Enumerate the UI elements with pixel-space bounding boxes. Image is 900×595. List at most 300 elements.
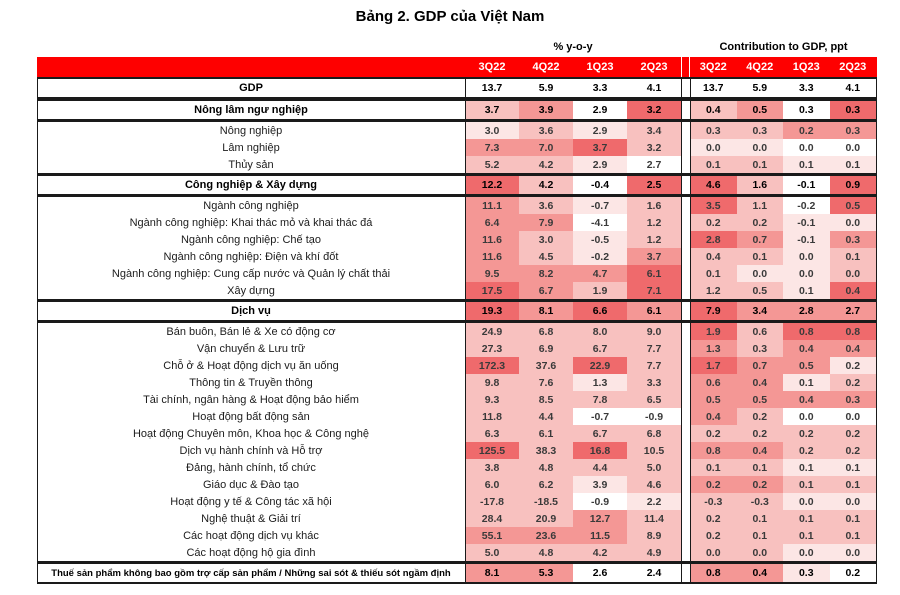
table-row bbox=[37, 156, 877, 173]
contrib-cell: 0.1 bbox=[690, 459, 737, 476]
contrib-cell: -0.3 bbox=[737, 493, 784, 510]
yoy-cell: 12.2 bbox=[465, 176, 519, 194]
yoy-cell: 4.6 bbox=[627, 476, 681, 493]
yoy-cell: 5.3 bbox=[519, 564, 573, 582]
yoy-cell: 6.1 bbox=[627, 302, 681, 320]
yoy-cell: 11.8 bbox=[465, 408, 519, 425]
contrib-cell: 2.7 bbox=[830, 302, 877, 320]
yoy-cell: 2.9 bbox=[573, 156, 627, 173]
contrib-cell: 0.0 bbox=[830, 139, 877, 156]
yoy-cell: 4.4 bbox=[573, 459, 627, 476]
yoy-cell: 125.5 bbox=[465, 442, 519, 459]
gap-cell bbox=[681, 214, 690, 231]
contrib-cell: 0.9 bbox=[830, 176, 877, 194]
contrib-cell: 0.0 bbox=[737, 139, 784, 156]
col-header-contrib-3q22: 3Q22 bbox=[699, 61, 727, 73]
table-vertical-border bbox=[876, 77, 877, 584]
contrib-cell: 0.2 bbox=[830, 357, 877, 374]
yoy-cell: 3.6 bbox=[519, 122, 573, 139]
contrib-cell: 3.5 bbox=[690, 197, 737, 214]
table-row bbox=[37, 527, 877, 544]
table-row bbox=[37, 340, 877, 357]
row-label: Nghệ thuật & Giải trí bbox=[201, 512, 301, 525]
contrib-cell: 0.4 bbox=[783, 391, 830, 408]
row-label: Chỗ ở & Hoạt động dịch vụ ăn uống bbox=[163, 359, 339, 372]
contrib-cell: 13.7 bbox=[690, 79, 737, 97]
yoy-cell: 5.2 bbox=[465, 156, 519, 173]
row-label: GDP bbox=[239, 82, 263, 94]
row-label: Ngành công nghiệp: Cung cấp nước và Quản lý chất thải bbox=[111, 267, 391, 280]
row-label: Nông lâm ngư nghiệp bbox=[194, 104, 308, 116]
contrib-cell: 0.4 bbox=[783, 340, 830, 357]
contrib-cell: 0.1 bbox=[830, 459, 877, 476]
yoy-cell: -17.8 bbox=[465, 493, 519, 510]
contrib-cell: 0.3 bbox=[783, 564, 830, 582]
gap-cell bbox=[681, 493, 690, 510]
yoy-cell: 3.3 bbox=[573, 79, 627, 97]
gap-cell bbox=[681, 231, 690, 248]
contrib-cell: 0.4 bbox=[690, 101, 737, 119]
contrib-cell: 0.5 bbox=[737, 101, 784, 119]
gap-cell bbox=[681, 265, 690, 282]
contrib-cell: 0.2 bbox=[830, 425, 877, 442]
table-row bbox=[37, 265, 877, 282]
yoy-cell: 4.2 bbox=[519, 156, 573, 173]
yoy-cell: 8.1 bbox=[519, 302, 573, 320]
yoy-cell: 4.2 bbox=[519, 176, 573, 194]
yoy-cell: -0.5 bbox=[573, 231, 627, 248]
table-vertical-border bbox=[465, 77, 466, 584]
row-label: Bán buôn, Bán lẻ & Xe có động cơ bbox=[166, 325, 336, 338]
table-row bbox=[37, 101, 877, 119]
contrib-cell: 0.2 bbox=[690, 527, 737, 544]
table-row bbox=[37, 323, 877, 340]
contrib-cell: 4.1 bbox=[830, 79, 877, 97]
row-group-subs bbox=[37, 322, 877, 562]
table-row bbox=[37, 425, 877, 442]
yoy-cell: 6.6 bbox=[573, 302, 627, 320]
contrib-cell: 0.8 bbox=[690, 564, 737, 582]
yoy-cell: 7.8 bbox=[573, 391, 627, 408]
gap-cell bbox=[681, 156, 690, 173]
yoy-cell: 6.1 bbox=[627, 265, 681, 282]
yoy-cell: 6.7 bbox=[519, 282, 573, 299]
gap-cell bbox=[681, 248, 690, 265]
contrib-cell: 0.3 bbox=[690, 122, 737, 139]
contrib-cell: 0.3 bbox=[783, 101, 830, 119]
yoy-cell: 6.8 bbox=[519, 323, 573, 340]
row-group-footer bbox=[37, 562, 877, 584]
gap-cell bbox=[681, 374, 690, 391]
row-label: Các hoạt động dịch vụ khác bbox=[183, 529, 319, 542]
gap-cell bbox=[681, 357, 690, 374]
gap-cell bbox=[681, 139, 690, 156]
yoy-cell: 6.7 bbox=[573, 340, 627, 357]
yoy-cell: 24.9 bbox=[465, 323, 519, 340]
contrib-cell: 0.1 bbox=[783, 374, 830, 391]
yoy-cell: 5.9 bbox=[519, 79, 573, 97]
yoy-cell: 22.9 bbox=[573, 357, 627, 374]
yoy-cell: 28.4 bbox=[465, 510, 519, 527]
yoy-cell: 38.3 bbox=[519, 442, 573, 459]
table-row bbox=[37, 374, 877, 391]
table-row bbox=[37, 408, 877, 425]
contrib-cell: 0.1 bbox=[830, 156, 877, 173]
row-label: Giáo dục & Đào tạo bbox=[202, 478, 299, 491]
yoy-cell: 20.9 bbox=[519, 510, 573, 527]
contrib-cell: 1.1 bbox=[737, 197, 784, 214]
contrib-cell: 0.1 bbox=[690, 156, 737, 173]
col-header-yoy-4q22: 4Q22 bbox=[532, 61, 560, 73]
gap-cell bbox=[681, 425, 690, 442]
yoy-cell: 19.3 bbox=[465, 302, 519, 320]
yoy-cell: 11.6 bbox=[465, 248, 519, 265]
gap-cell bbox=[681, 544, 690, 561]
yoy-cell: 3.2 bbox=[627, 139, 681, 156]
yoy-cell: 3.4 bbox=[627, 122, 681, 139]
row-group-subs bbox=[37, 121, 877, 174]
yoy-cell: 16.8 bbox=[573, 442, 627, 459]
contrib-cell: 0.0 bbox=[830, 408, 877, 425]
table-row bbox=[37, 231, 877, 248]
contrib-cell: 1.7 bbox=[690, 357, 737, 374]
contrib-cell: 0.0 bbox=[737, 544, 784, 561]
table-row bbox=[37, 282, 877, 299]
contrib-cell: 0.6 bbox=[690, 374, 737, 391]
yoy-cell: 2.9 bbox=[573, 122, 627, 139]
yoy-cell: 17.5 bbox=[465, 282, 519, 299]
contrib-cell: -0.1 bbox=[783, 176, 830, 194]
table-row bbox=[37, 302, 877, 320]
row-label: Ngành công nghiệp bbox=[203, 199, 299, 212]
contrib-cell: 0.1 bbox=[737, 527, 784, 544]
contrib-cell: 0.1 bbox=[783, 282, 830, 299]
contrib-cell: 0.1 bbox=[783, 156, 830, 173]
yoy-cell: -0.4 bbox=[573, 176, 627, 194]
yoy-cell: 5.0 bbox=[465, 544, 519, 561]
yoy-cell: 10.5 bbox=[627, 442, 681, 459]
contrib-cell: 0.6 bbox=[737, 323, 784, 340]
yoy-cell: 3.7 bbox=[573, 139, 627, 156]
table-row bbox=[37, 476, 877, 493]
gap-cell bbox=[681, 391, 690, 408]
contrib-cell: 0.0 bbox=[830, 265, 877, 282]
contrib-cell: 0.5 bbox=[737, 391, 784, 408]
yoy-cell: 27.3 bbox=[465, 340, 519, 357]
gap-cell bbox=[681, 459, 690, 476]
yoy-cell: 2.7 bbox=[627, 156, 681, 173]
contrib-cell: 0.8 bbox=[830, 323, 877, 340]
header-gap-cell bbox=[681, 57, 690, 77]
row-label: Xây dựng bbox=[227, 284, 275, 297]
contrib-cell: 0.2 bbox=[783, 442, 830, 459]
table-vertical-border bbox=[690, 77, 691, 584]
yoy-cell: 3.9 bbox=[573, 476, 627, 493]
gap-cell bbox=[681, 510, 690, 527]
contrib-cell: 0.0 bbox=[690, 139, 737, 156]
row-label: Tài chính, ngân hàng & Hoạt động bảo hiểm bbox=[143, 393, 359, 406]
column-group-header-row bbox=[37, 39, 877, 57]
yoy-cell: 3.0 bbox=[465, 122, 519, 139]
yoy-cell: 8.5 bbox=[519, 391, 573, 408]
yoy-cell: 4.8 bbox=[519, 544, 573, 561]
contrib-cell: 0.3 bbox=[737, 340, 784, 357]
row-label: Ngành công nghiệp: Chế tạo bbox=[180, 233, 322, 246]
yoy-cell: 4.7 bbox=[573, 265, 627, 282]
gap-cell bbox=[681, 282, 690, 299]
contrib-cell: 0.1 bbox=[737, 248, 784, 265]
gap-cell bbox=[681, 79, 690, 97]
contrib-cell: 0.7 bbox=[737, 357, 784, 374]
yoy-cell: 2.9 bbox=[573, 101, 627, 119]
gap-cell bbox=[681, 197, 690, 214]
yoy-cell: 4.9 bbox=[627, 544, 681, 561]
yoy-cell: 3.2 bbox=[627, 101, 681, 119]
row-group-subs bbox=[37, 196, 877, 300]
contrib-cell: 0.4 bbox=[830, 282, 877, 299]
contrib-cell: 0.1 bbox=[783, 510, 830, 527]
row-label: Hoạt động Chuyên môn, Khoa học & Công nghệ bbox=[132, 427, 370, 440]
yoy-cell: -4.1 bbox=[573, 214, 627, 231]
contrib-cell: 0.1 bbox=[783, 459, 830, 476]
contrib-cell: 0.2 bbox=[690, 214, 737, 231]
col-header-contrib-1q23: 1Q23 bbox=[792, 61, 820, 73]
contrib-cell: 0.0 bbox=[830, 493, 877, 510]
contrib-cell: 0.0 bbox=[690, 544, 737, 561]
contrib-cell: 0.0 bbox=[783, 265, 830, 282]
row-label: Thông tin & Truyền thông bbox=[189, 376, 313, 389]
contrib-cell: 0.2 bbox=[830, 374, 877, 391]
table-row bbox=[37, 510, 877, 527]
contrib-cell: 3.3 bbox=[783, 79, 830, 97]
row-label: Ngành công nghiệp: Khai thác mỏ và khai thác đá bbox=[129, 216, 373, 229]
row-label: Công nghiệp & Xây dựng bbox=[184, 179, 318, 191]
table-row bbox=[37, 442, 877, 459]
contrib-cell: 1.3 bbox=[690, 340, 737, 357]
gap-cell bbox=[681, 442, 690, 459]
yoy-cell: 6.1 bbox=[519, 425, 573, 442]
contrib-cell: 0.1 bbox=[783, 476, 830, 493]
yoy-cell: 4.1 bbox=[627, 79, 681, 97]
contrib-cell: 0.1 bbox=[830, 510, 877, 527]
yoy-cell: 7.6 bbox=[519, 374, 573, 391]
table-vertical-border bbox=[37, 77, 38, 584]
yoy-cell: 1.2 bbox=[627, 231, 681, 248]
yoy-cell: 8.0 bbox=[573, 323, 627, 340]
contrib-cell: 4.6 bbox=[690, 176, 737, 194]
yoy-cell: 2.5 bbox=[627, 176, 681, 194]
contrib-cell: -0.1 bbox=[783, 231, 830, 248]
table-row bbox=[37, 176, 877, 194]
col-header-yoy-1q23: 1Q23 bbox=[586, 61, 614, 73]
contrib-cell: -0.3 bbox=[690, 493, 737, 510]
contrib-cell: 0.4 bbox=[690, 408, 737, 425]
yoy-cell: 6.7 bbox=[573, 425, 627, 442]
yoy-cell: 1.3 bbox=[573, 374, 627, 391]
yoy-cell: 55.1 bbox=[465, 527, 519, 544]
table-row bbox=[37, 564, 877, 582]
row-label: Dịch vụ hành chính và Hỗ trợ bbox=[179, 444, 323, 457]
contrib-cell: 0.4 bbox=[830, 340, 877, 357]
table-vertical-border bbox=[681, 77, 682, 584]
contrib-cell: 1.9 bbox=[690, 323, 737, 340]
gap-cell bbox=[681, 564, 690, 582]
table-row bbox=[37, 248, 877, 265]
row-group-section bbox=[37, 300, 877, 322]
table-row bbox=[37, 357, 877, 374]
yoy-cell: 2.6 bbox=[573, 564, 627, 582]
contrib-cell: -0.1 bbox=[783, 214, 830, 231]
contrib-cell: 7.9 bbox=[690, 302, 737, 320]
table-row bbox=[37, 197, 877, 214]
contrib-cell: 0.0 bbox=[737, 265, 784, 282]
yoy-cell: 7.7 bbox=[627, 357, 681, 374]
yoy-cell: 11.5 bbox=[573, 527, 627, 544]
yoy-cell: 6.4 bbox=[465, 214, 519, 231]
yoy-cell: 3.7 bbox=[465, 101, 519, 119]
contrib-cell: 0.5 bbox=[737, 282, 784, 299]
contrib-cell: 5.9 bbox=[737, 79, 784, 97]
contrib-cell: 0.2 bbox=[737, 214, 784, 231]
row-label: Thuế sản phẩm không bao gồm trợ cấp sản phẩm / Những sai sót & thiếu sót ngầm định bbox=[51, 567, 451, 579]
contrib-cell: 0.8 bbox=[690, 442, 737, 459]
contrib-cell: 0.0 bbox=[830, 544, 877, 561]
yoy-cell: -0.7 bbox=[573, 197, 627, 214]
row-group-total bbox=[37, 77, 877, 99]
contrib-cell: 0.2 bbox=[830, 442, 877, 459]
table-row bbox=[37, 459, 877, 476]
yoy-cell: 11.6 bbox=[465, 231, 519, 248]
gdp-table bbox=[37, 39, 877, 584]
row-label: Thủy sản bbox=[228, 158, 274, 171]
contrib-cell: 0.4 bbox=[737, 442, 784, 459]
contrib-cell: 0.2 bbox=[690, 425, 737, 442]
contrib-cell: 0.1 bbox=[737, 510, 784, 527]
yoy-cell: 4.2 bbox=[573, 544, 627, 561]
contrib-cell: 0.1 bbox=[830, 248, 877, 265]
group-header-contribution: Contribution to GDP, ppt bbox=[719, 41, 848, 53]
yoy-cell: 7.9 bbox=[519, 214, 573, 231]
contrib-cell: 0.5 bbox=[783, 357, 830, 374]
row-label: Lâm nghiệp bbox=[222, 141, 280, 154]
gap-cell bbox=[681, 122, 690, 139]
yoy-cell: 3.7 bbox=[627, 248, 681, 265]
contrib-cell: 0.1 bbox=[737, 156, 784, 173]
yoy-cell: -18.5 bbox=[519, 493, 573, 510]
yoy-cell: 3.8 bbox=[465, 459, 519, 476]
contrib-cell: 1.6 bbox=[737, 176, 784, 194]
contrib-cell: 0.2 bbox=[690, 510, 737, 527]
gap-cell bbox=[681, 101, 690, 119]
row-group-section bbox=[37, 174, 877, 196]
yoy-cell: -0.2 bbox=[573, 248, 627, 265]
contrib-cell: 0.2 bbox=[737, 476, 784, 493]
yoy-cell: 3.3 bbox=[627, 374, 681, 391]
figure-title: Bảng 2. GDP của Việt Nam bbox=[355, 8, 545, 25]
yoy-cell: 7.0 bbox=[519, 139, 573, 156]
contrib-cell: 0.0 bbox=[783, 248, 830, 265]
table-row bbox=[37, 214, 877, 231]
yoy-cell: 2.2 bbox=[627, 493, 681, 510]
contrib-cell: 0.1 bbox=[830, 476, 877, 493]
contrib-cell: 0.0 bbox=[783, 544, 830, 561]
contrib-cell: 0.5 bbox=[830, 197, 877, 214]
contrib-cell: 0.3 bbox=[830, 122, 877, 139]
row-label: Hoạt động bất động sản bbox=[192, 410, 310, 423]
yoy-cell: 1.9 bbox=[573, 282, 627, 299]
contrib-cell: 3.4 bbox=[737, 302, 784, 320]
contrib-cell: 0.2 bbox=[690, 476, 737, 493]
contrib-cell: 0.3 bbox=[830, 231, 877, 248]
row-label: Nông nghiệp bbox=[219, 124, 283, 137]
contrib-cell: 0.3 bbox=[830, 101, 877, 119]
row-label: Dịch vụ bbox=[231, 305, 271, 317]
table-row bbox=[37, 139, 877, 156]
gap-cell bbox=[681, 340, 690, 357]
col-header-contrib-2q23: 2Q23 bbox=[839, 61, 867, 73]
yoy-cell: 2.4 bbox=[627, 564, 681, 582]
table-row bbox=[37, 391, 877, 408]
group-header-yoy: % y-o-y bbox=[553, 41, 593, 53]
contrib-cell: 0.1 bbox=[690, 265, 737, 282]
contrib-cell: 0.3 bbox=[737, 122, 784, 139]
yoy-cell: 37.6 bbox=[519, 357, 573, 374]
gap-cell bbox=[681, 408, 690, 425]
corner-cell bbox=[37, 57, 465, 77]
yoy-cell: 1.6 bbox=[627, 197, 681, 214]
contrib-cell: 2.8 bbox=[783, 302, 830, 320]
yoy-cell: 23.6 bbox=[519, 527, 573, 544]
contrib-cell: 0.8 bbox=[783, 323, 830, 340]
contrib-cell: 0.4 bbox=[690, 248, 737, 265]
yoy-cell: 4.8 bbox=[519, 459, 573, 476]
yoy-cell: 9.3 bbox=[465, 391, 519, 408]
gap-cell bbox=[681, 527, 690, 544]
yoy-cell: 8.2 bbox=[519, 265, 573, 282]
yoy-cell: 9.0 bbox=[627, 323, 681, 340]
yoy-cell: -0.9 bbox=[573, 493, 627, 510]
yoy-cell: 6.0 bbox=[465, 476, 519, 493]
yoy-cell: 7.7 bbox=[627, 340, 681, 357]
contrib-cell: 0.0 bbox=[783, 493, 830, 510]
contrib-cell: 0.4 bbox=[737, 374, 784, 391]
col-header-yoy-3q22: 3Q22 bbox=[478, 61, 506, 73]
row-label: Ngành công nghiệp: Điện và khí đốt bbox=[163, 250, 339, 263]
table-row bbox=[37, 544, 877, 561]
table-row bbox=[37, 122, 877, 139]
contrib-cell: 0.4 bbox=[737, 564, 784, 582]
yoy-cell: 8.9 bbox=[627, 527, 681, 544]
yoy-cell: 13.7 bbox=[465, 79, 519, 97]
yoy-cell: 9.8 bbox=[465, 374, 519, 391]
yoy-cell: 1.2 bbox=[627, 214, 681, 231]
row-group-section bbox=[37, 99, 877, 121]
yoy-cell: 8.1 bbox=[465, 564, 519, 582]
contrib-cell: -0.2 bbox=[783, 197, 830, 214]
yoy-cell: 11.1 bbox=[465, 197, 519, 214]
yoy-cell: 4.5 bbox=[519, 248, 573, 265]
yoy-cell: -0.9 bbox=[627, 408, 681, 425]
contrib-cell: 0.2 bbox=[783, 122, 830, 139]
gap-cell bbox=[681, 476, 690, 493]
table-row bbox=[37, 79, 877, 97]
contrib-cell: 0.2 bbox=[830, 564, 877, 582]
gap-cell bbox=[681, 302, 690, 320]
col-header-yoy-2q23: 2Q23 bbox=[640, 61, 668, 73]
row-label: Vận chuyển & Lưu trữ bbox=[196, 342, 306, 355]
yoy-cell: 172.3 bbox=[465, 357, 519, 374]
yoy-cell: 6.5 bbox=[627, 391, 681, 408]
